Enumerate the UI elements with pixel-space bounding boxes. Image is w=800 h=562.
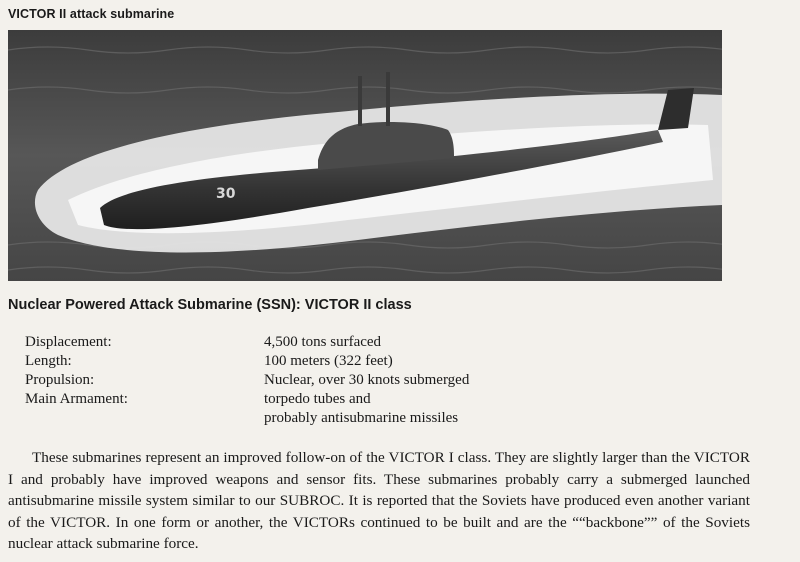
spec-table — [25, 333, 585, 428]
spec-value: 100 meters (322 feet) — [264, 353, 393, 369]
spec-label: Propulsion: — [25, 372, 95, 388]
spec-row — [25, 333, 585, 352]
section-heading: Nuclear Powered Attack Submarine (SSN): VICTOR II class — [8, 297, 412, 313]
spec-row — [25, 390, 585, 428]
spec-value: 4,500 tons surfaced — [264, 334, 382, 350]
spec-value: Nuclear, over 30 knots submerged — [264, 372, 470, 388]
spec-label: Displacement: — [25, 334, 112, 350]
spec-label: Main Armament: — [25, 391, 128, 407]
hull-number: 30 — [216, 186, 236, 202]
figure-caption: VICTOR II attack submarine — [8, 7, 175, 21]
spec-row — [25, 371, 585, 390]
spec-label: Length: — [25, 353, 72, 369]
body-paragraph: These submarines represent an improved follow-on of the VICTOR I class. They are slightly larger than the VICTOR I and probably have improved weapons and sensor fits. These submarines probably carry a submerged launched antisubmarine missile system similar to our SUBROC. It is reported that the Soviets have produced even another variant of the VICTOR. In one form or another, the VICTORs continued to be built and are the ““backbone”” of the Soviets nuclear attack submarine force. — [8, 449, 750, 552]
submarine-photo — [8, 30, 722, 281]
spec-value: torpedo tubes and probably antisubmarine missiles — [264, 391, 459, 426]
spec-row — [25, 352, 585, 371]
